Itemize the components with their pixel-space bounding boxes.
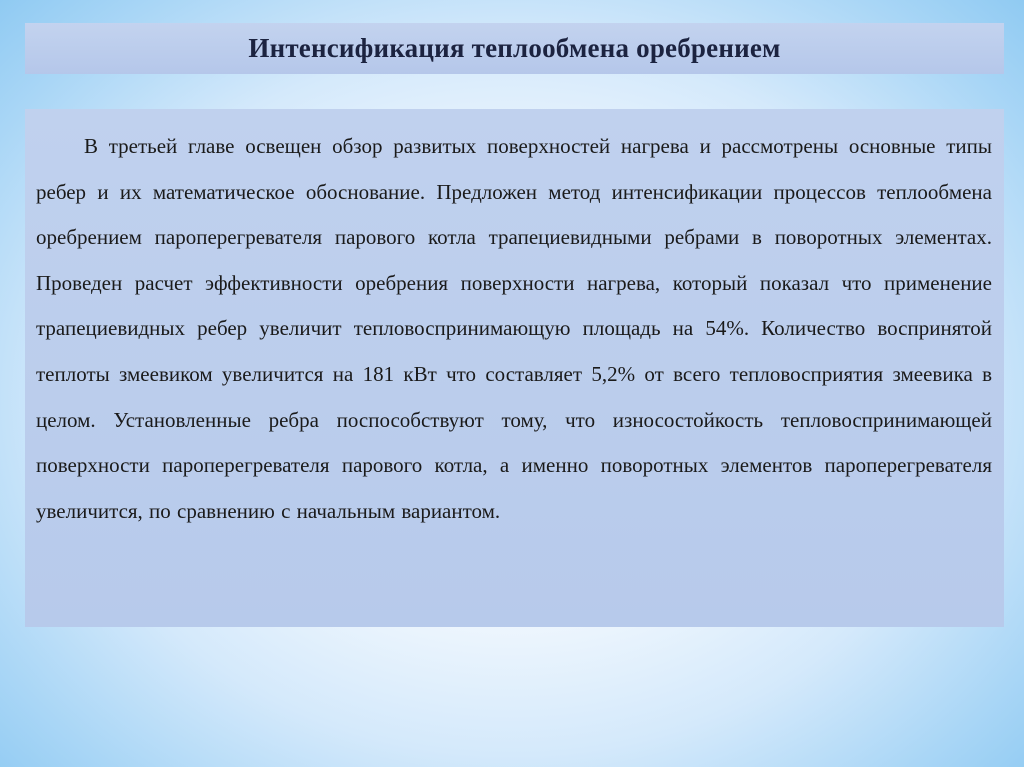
body-paragraph: В третьей главе освещен обзор развитых поверхностей нагрева и рассмотрены основные типы ребер и их математическое обоснование. Предложен метод интенсификации процессов теплообмена оребрением пароперегревателя парового котла трапециевидными ребрами в поворотных элементах. Проведен расчет эффективности оребрения поверхности нагрева, который показал что применение трапециевидных ребер увеличит тепловоспринимающую площадь на 54%. Количество воспринятой теплоты змеевиком увеличится на 181 кВт что составляет 5,2% от всего тепловосприятия змеевика в целом. Установленные ребра поспособствуют тому, что износостойкость тепловоспринимающей поверхности пароперегревателя парового котла, а именно поворотных элементов пароперегревателя увеличится, по сравнению с начальным вариантом.	[36, 134, 992, 523]
slide-title: Интенсификация теплообмена оребрением	[248, 33, 781, 63]
title-bar	[25, 23, 1004, 74]
content-panel	[25, 109, 1004, 627]
